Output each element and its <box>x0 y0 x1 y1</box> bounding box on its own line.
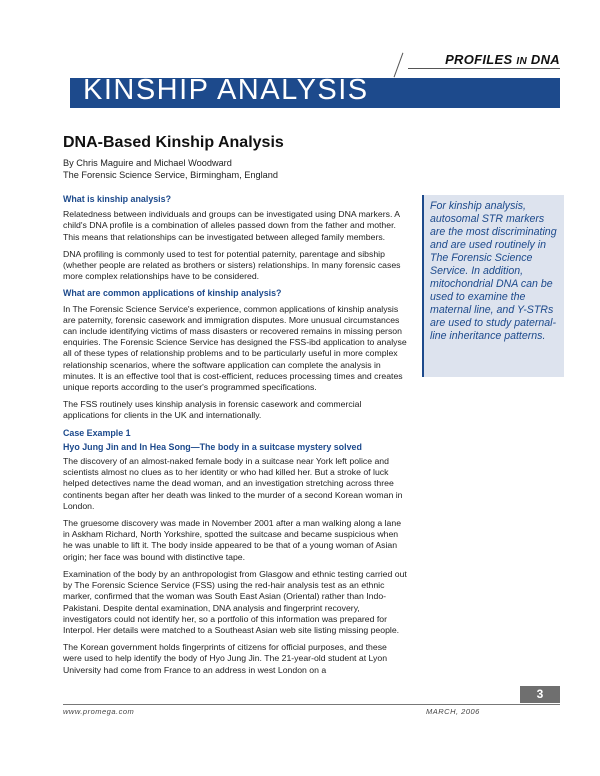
paragraph: In The Forensic Science Service's experience, common applications of kinship analysis are paternity, forensic casework and immigration disputes. More unusual circumstances can include identifying victims of mass disasters or recovered remains in missing person enquiries. The Forensic Science Service has designed the FSS-ibd application to analyse all of these types of relationship problems and to be particularly useful in more complex relationship scenarios, where the software application can complete the analysis in minutes. It is an effective tool that is cost-efficient, reduces processing times and creates unique reports according to the user's programmed specifications. <box>63 303 407 393</box>
page-number: 3 <box>536 687 544 701</box>
byline <box>63 157 278 181</box>
paragraph: The Korean government holds fingerprints of citizens for official purposes, and these were used to help identify the body of Hyo Jung Jin. The 21-year-old student at Lyon University had come from France to an address in west London on a <box>63 642 388 675</box>
heading-what-is: What is kinship analysis? <box>63 194 172 204</box>
heading-applications: What are common applications of kinship analysis? <box>63 288 282 299</box>
article-body <box>63 194 408 682</box>
paragraph: The discovery of an almost-naked female body in a suitcase near York left police and scientists almost no clues as to her identity or who had killed her. But a stroke of luck helped detectives name the dead woman, and an investigation stretching across three continents began after her death was linked to the murder of a second Korean woman in London. <box>63 456 403 511</box>
paragraph: The FSS routinely uses kinship analysis in forensic casework and commercial applications for clients in the UK and internationally. <box>63 399 362 421</box>
authors: By Chris Maguire and Michael Woodward <box>63 158 232 168</box>
footer-divider <box>63 704 560 705</box>
affiliation: The Forensic Science Service, Birmingham, England <box>63 170 278 180</box>
section-tag <box>0 52 560 67</box>
footer-date: MARCH, 2006 <box>426 707 480 716</box>
header-divider-line <box>408 68 560 69</box>
section-tag-main: PROFILES <box>445 52 513 67</box>
paragraph: Examination of the body by an anthropologist from Glasgow and ethnic testing carried out by The Forensic Science Service (FSS) using the red-hair analysis test as an ethnic marker, confirmed that the woman was South East Asian (Oriental) rather than Indo-Pakistani. Despite dental examination, DNA analysis and fingerprint recovery, investigators could not identify her, so a portfolio of this information was prepared for Interpol. Her details were matched to a Southeast Asian web site listing missing people. <box>63 568 407 635</box>
paragraph: The gruesome discovery was made in November 2001 after a man walking along a lane in Askham Richard, North Yorkshire, spotted the suitcase and became suspicious when he was unable to lift it. The body inside appeared to be that of a young woman of Asian origin; her face was bound with distinctive tape. <box>63 518 402 562</box>
banner-title: KINSHIP ANALYSIS <box>83 74 369 106</box>
paragraph: DNA profiling is commonly used to test for potential paternity, parentage and sibship (whether people are related as brothers or sisters) relationships. In many forensic cases more complex relationships have to be considered. <box>63 248 401 282</box>
article-title: DNA-Based Kinship Analysis <box>63 134 284 151</box>
paragraph: Relatedness between individuals and groups can be investigated using DNA markers. A child's DNA profile is a combination of alleles passed down from the father and mother. This means that relationships can be investigated between alleged family members. <box>63 209 400 242</box>
section-tag-small: IN <box>516 56 527 67</box>
case-example-title: Hyo Jung Jin and In Hea Song—The body in a suitcase mystery solved <box>63 441 362 452</box>
pull-quote-text: For kinship analysis, autosomal STR markers are the most discriminating and are used routinely in The Forensic Science Service. In addition, mitochondrial DNA can be used to examine the maternal line, and Y-STRs are used to study paternal-line inheritance patterns. <box>430 200 557 342</box>
footer-website: www.promega.com <box>63 707 135 716</box>
case-example-label: Case Example 1 <box>63 427 131 438</box>
section-tag-end: DNA <box>530 52 560 67</box>
